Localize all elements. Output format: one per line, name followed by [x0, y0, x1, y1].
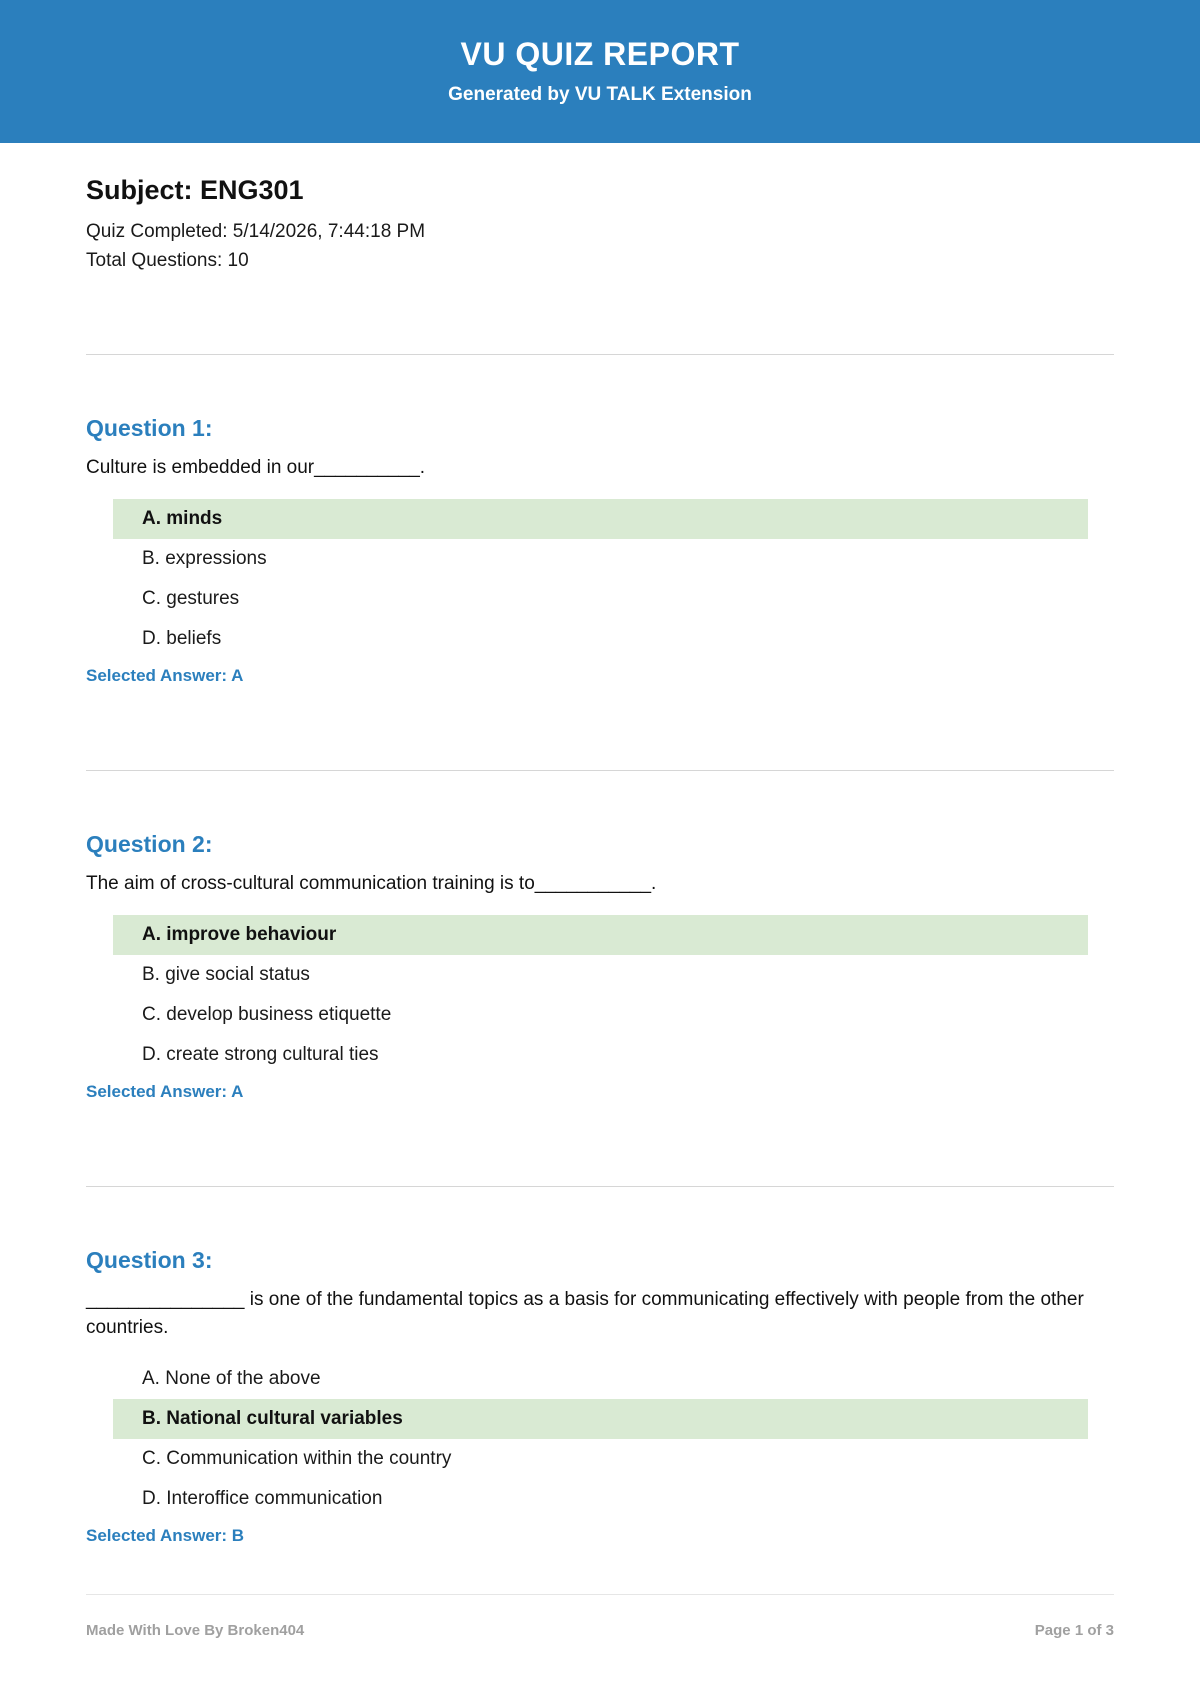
total-questions: Total Questions: 10 — [86, 250, 249, 271]
quiz-meta — [86, 217, 1114, 275]
subject-heading: Subject: ENG301 — [86, 175, 304, 205]
option-list — [86, 1359, 1114, 1519]
option: A. None of the above — [142, 1368, 321, 1389]
option-list — [86, 499, 1114, 659]
question-text: The aim of cross-cultural communication training is to___________. — [86, 873, 657, 894]
option: C. Communication within the country — [142, 1448, 452, 1469]
page-number: Page 1 of 3 — [1034, 1622, 1114, 1639]
question-block-1 — [86, 355, 1114, 771]
question-text: Culture is embedded in our__________. — [86, 457, 426, 478]
option-selected: A. minds — [113, 499, 1088, 539]
question-block-2 — [86, 771, 1114, 1187]
option: B. give social status — [142, 964, 310, 985]
selected-answer: Selected Answer: A — [86, 666, 244, 685]
report-title: VU QUIZ REPORT — [460, 36, 740, 72]
question-title: Question 1: — [86, 415, 213, 441]
selected-answer: Selected Answer: B — [86, 1526, 245, 1545]
selected-answer: Selected Answer: A — [86, 1082, 244, 1101]
question-title: Question 2: — [86, 831, 213, 857]
option-selected: A. improve behaviour — [113, 915, 1088, 955]
report-content — [86, 172, 1114, 1550]
quiz-completed-time: Quiz Completed: 5/14/2026, 7:44:18 PM — [86, 221, 426, 242]
question-text: _______________ is one of the fundamental topics as a basis for communicating effectively with people from the other countries. — [86, 1289, 1084, 1338]
option-selected: B. National cultural variables — [113, 1399, 1088, 1439]
option: C. develop business etiquette — [142, 1004, 392, 1025]
option: B. expressions — [142, 548, 267, 569]
footer-divider — [86, 1594, 1114, 1595]
option: C. gestures — [142, 588, 240, 609]
report-subtitle: Generated by VU TALK Extension — [448, 84, 752, 105]
option: D. beliefs — [142, 628, 222, 649]
question-title: Question 3: — [86, 1247, 213, 1273]
report-header — [0, 0, 1200, 143]
footer-credit: Made With Love By Broken404 — [86, 1622, 305, 1639]
option-list — [86, 915, 1114, 1075]
question-block-3 — [86, 1187, 1114, 1550]
option: D. create strong cultural ties — [142, 1044, 379, 1065]
option: D. Interoffice communication — [142, 1488, 383, 1509]
